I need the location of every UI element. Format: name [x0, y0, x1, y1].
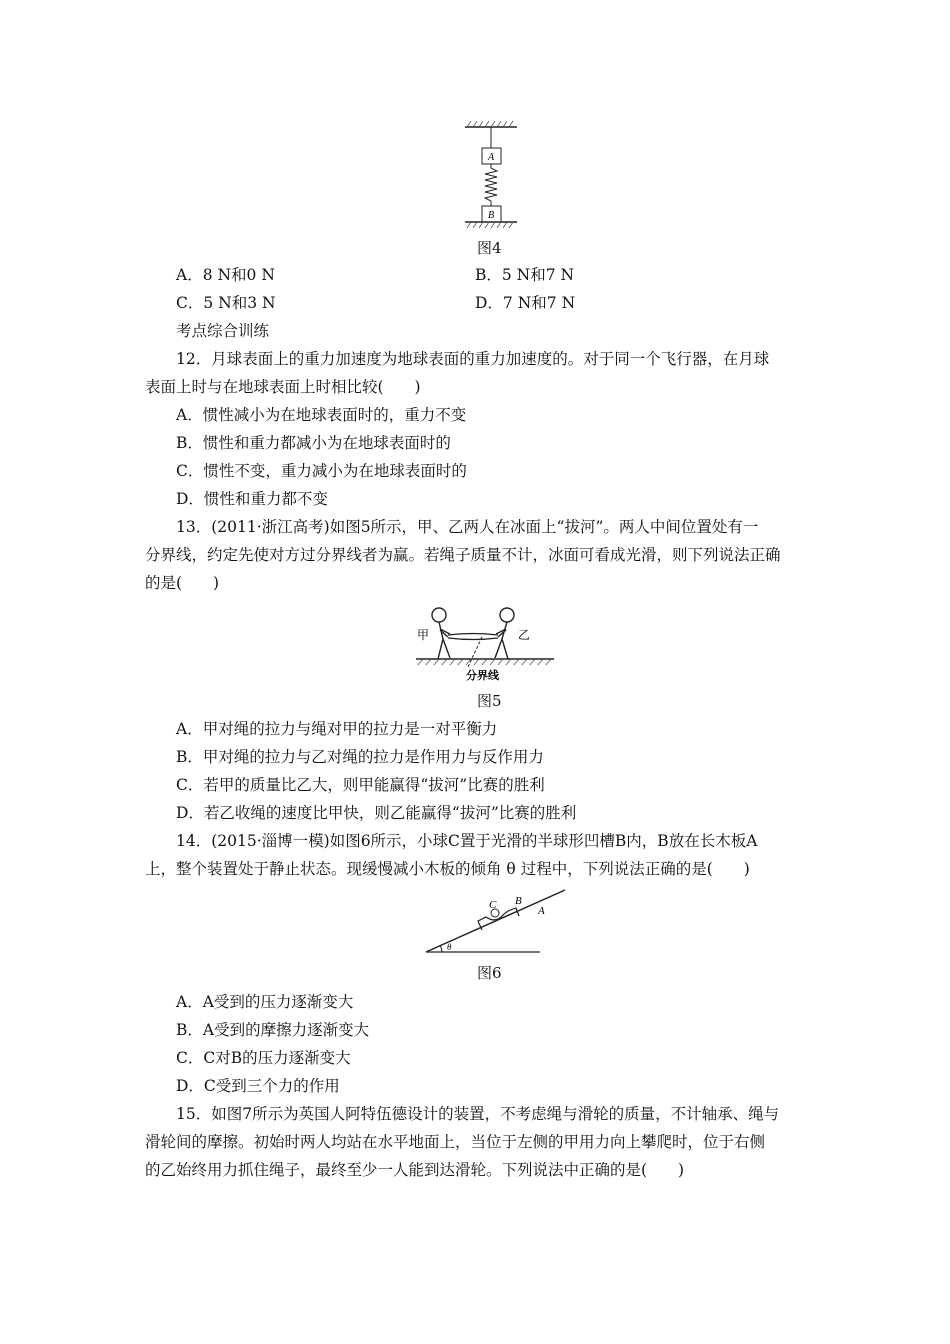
q12-option-b: B．惯性和重力都减小为在地球表面时的 [176, 434, 451, 452]
q12-option-d: D．惯性和重力都不变 [176, 490, 328, 508]
q15-line1: 15．如图7所示为英国人阿特伍德设计的装置，不考虑绳与滑轮的质量，不计轴承、绳与 [176, 1105, 780, 1123]
q13-line3: 的是( ) [145, 574, 220, 592]
figure-5-tug-of-war [410, 603, 560, 683]
q13-option-d: D．若乙收绳的速度比甲快，则乙能赢得“拔河”比赛的胜利 [176, 804, 577, 822]
fig4-option-b: B．5 N和7 N [475, 266, 575, 284]
q15-line3: 的乙始终用力抓住绳子，最终至少一人能到达滑轮。下列说法中正确的是( ) [145, 1161, 685, 1179]
figure-6-incline-diagram [420, 886, 570, 958]
section-title: 考点综合训练 [176, 322, 270, 340]
q12-option-a: A．惯性减小为在地球表面时的，重力不变 [176, 406, 467, 424]
block-a-label: A [487, 152, 495, 163]
label-b: B [515, 895, 522, 907]
q14-line2: 上，整个装置处于静止状态。现缓慢减小木板的倾角 θ 过程中，下列说法正确的是( ) [145, 860, 750, 878]
q15-line2: 滑轮间的摩擦。初始时两人均站在水平地面上，当位于左侧的甲用力向上攀爬时，位于右侧 [145, 1133, 766, 1151]
label-c: C [489, 899, 497, 911]
fig4-option-d: D．7 N和7 N [475, 294, 576, 312]
fig4-option-c: C．5 N和3 N [176, 294, 276, 312]
q13-line1: 13．(2011·浙江高考)如图5所示，甲、乙两人在冰面上“拔河”。两人中间位置处有一 [176, 518, 759, 536]
figure-4-caption: 图4 [477, 239, 502, 257]
figure-5-caption: 图5 [477, 692, 502, 710]
figure-6-caption: 图6 [477, 964, 502, 982]
q13-line2: 分界线，约定先使对方过分界线者为赢。若绳子质量不计，冰面可看成光滑，则下列说法正确 [145, 546, 781, 564]
fig4-option-a: A．8 N和0 N [176, 266, 275, 284]
label-theta: θ [447, 942, 452, 952]
label-a: A [538, 905, 545, 917]
q14-option-c: C．C对B的压力逐渐变大 [176, 1049, 351, 1067]
figure-4-spring-diagram [455, 118, 535, 228]
label-dividing-line: 分界线 [466, 669, 499, 682]
q13-option-a: A．甲对绳的拉力与绳对甲的拉力是一对平衡力 [176, 720, 498, 738]
label-jia: 甲 [417, 628, 430, 642]
block-b-label: B [487, 210, 495, 221]
q12-option-c: C．惯性不变，重力减小为在地球表面时的 [176, 462, 467, 480]
q14-option-d: D．C受到三个力的作用 [176, 1077, 340, 1095]
q14-line1: 14．(2015·淄博一模)如图6所示，小球C置于光滑的半球形凹槽B内，B放在长木板A [176, 832, 758, 850]
q14-option-a: A．A受到的压力逐渐变大 [176, 993, 354, 1011]
q13-option-c: C．若甲的质量比乙大，则甲能赢得“拔河”比赛的胜利 [176, 776, 545, 794]
q12-line2: 表面上时与在地球表面上时相比较( ) [145, 378, 421, 396]
q14-option-b: B．A受到的摩擦力逐渐变大 [176, 1021, 370, 1039]
label-yi: 乙 [518, 628, 531, 642]
q12-line1: 12．月球表面上的重力加速度为地球表面的重力加速度的。对于同一个飞行器，在月球 [176, 350, 770, 368]
q13-option-b: B．甲对绳的拉力与乙对绳的拉力是作用力与反作用力 [176, 748, 544, 766]
